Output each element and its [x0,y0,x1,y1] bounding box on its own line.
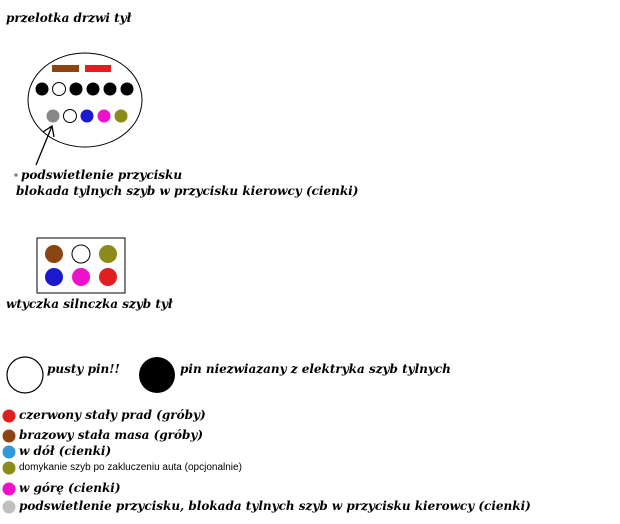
motor-plug-pin-red [99,268,117,286]
legend-label-4: w górę (cienki) [19,481,121,495]
legend-label-3: domykanie szyb po zakluczeniu auta (opcjonalnie) [19,462,242,473]
empty-pin-label: pusty pin!! [47,362,120,376]
legend-label-0: czerwony stały prad (gróby) [19,408,206,422]
legend-dot-1 [3,430,16,443]
grommet-pin-black [70,83,83,96]
motor-plug-pin-blue [45,268,63,286]
annotation-line-2: blokada tylnych szyb w przycisku kierowcy (cienki) [16,184,359,198]
unused-pin-label: pin niezwiazany z elektryka szyb tylnych [180,362,451,376]
legend-dot-0 [3,410,16,423]
legend-dot-3 [3,462,16,475]
motor-plug-pin-olive [99,245,117,263]
unused-pin-example [139,357,175,393]
legend-label-5: podswietlenie przycisku, blokada tylnych szyb w przycisku kierowcy (cienki) [19,499,531,513]
grommet-pin-black [36,83,49,96]
grommet-pin-black [87,83,100,96]
empty-pin-example [7,357,43,393]
grommet-pin-blue [81,110,94,123]
grommet-pin-magenta [98,110,111,123]
grommet-red-blade [85,65,111,72]
annotation-line-1: podswietlenie przycisku [21,168,183,182]
grommet-pin-empty [53,83,66,96]
legend-label-1: brazowy stała masa (gróby) [19,428,204,442]
legend-label-2: w dół (cienki) [19,444,112,458]
legend-dot-2 [3,446,16,459]
annotation-dot [14,173,18,177]
legend-dot-5 [3,501,16,514]
grommet-pin-grey [47,110,60,123]
grommet-brown-blade [52,65,79,72]
grommet-pin-black [104,83,117,96]
motor-plug-label: wtyczka silnczka szyb tył [6,297,173,311]
page-title: przelotka drzwi tył [6,11,132,25]
grommet-pin-olive [115,110,128,123]
legend-dot-4 [3,483,16,496]
grommet-pin-black [121,83,134,96]
motor-plug-pin-magenta [72,268,90,286]
motor-plug-pin-brown [45,245,63,263]
motor-plug-pin-empty [72,245,90,263]
grommet-pin-empty [64,110,77,123]
